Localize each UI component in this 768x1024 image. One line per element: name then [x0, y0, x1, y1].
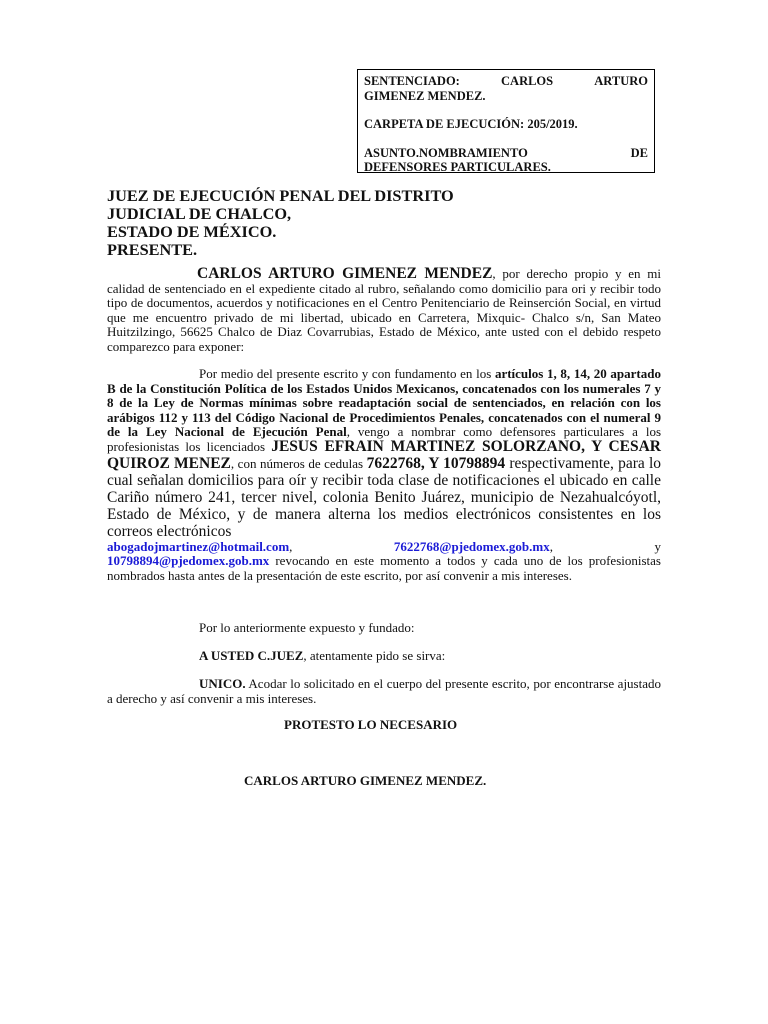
expuesto-line: Por lo anteriormente expuesto y fundado:: [199, 620, 415, 635]
unico-paragraph: [107, 676, 661, 706]
intro-text: , por derecho propio y en mi calidad de sentenciado en el expediente citado al rubro, señalando como domicilio para ori y recibir todo tipo de documentos, acuerdos y notificaciones en el Centro Penitenciario de Reinserción Social, en virtud que me encuentro privado de mi libertad, ubicado en Carretera, Mixquic- Chalco s/n, San Mateo Huitzilzingo, 56625 Chalco de Diaz Covarrubias, Estado de México, ante usted con el debido respeto comparezco para exponer:: [107, 266, 662, 354]
carpeta-line: CARPETA DE EJECUCIÓN: 205/2019.: [364, 117, 578, 131]
sentenciado-name-first: CARLOS: [501, 74, 554, 88]
main-text-3: , con números de cedulas: [230, 455, 367, 471]
main-paragraph: [107, 367, 661, 583]
main-text-4: respectivamente, para lo cual señalan domicilios para oír y recibir toda clase de notificaciones el ubicado en calle Cariño número 241, tercer nivel, colonia Benito Juárez, municipio de Nezahualcóyotl, Estado de México, y de manera alterna los medios electrónicos consistentes en los correos electrónicos: [107, 454, 661, 540]
protesto-line: PROTESTO LO NECESARIO: [284, 717, 458, 732]
addressee-line-3: ESTADO DE MÉXICO.: [107, 222, 277, 241]
sentenciado-name-second: ARTURO: [594, 74, 648, 88]
peticion-line: [199, 648, 445, 663]
asunto-line: [364, 146, 648, 161]
email-link-1[interactable]: abogadojmartinez@hotmail.com: [107, 538, 290, 554]
legal-articles: artículos 1, 8, 14, 20 apartado B de la Constitución Política de los Estados Unidos Mexicanos, concatenados con los numerales 7 y 8 de la Ley de Normas mínimas sobre readaptación social de sentenciados, en relación con los arábigos 112 y 113 del Código Nacional de Procedimientos Penales, concatenados con el numeral 9 de la Ley Nacional de Ejecución Penal: [107, 366, 661, 440]
case-header-box: [357, 69, 655, 173]
addressee-line-2: JUDICIAL DE CHALCO,: [107, 204, 292, 223]
unico-bold: UNICO.: [199, 676, 246, 691]
sentenciado-line: [364, 74, 648, 89]
main-closing: [107, 554, 661, 583]
main-text-2: , vengo a nombrar como defensores particulares a los profesionistas los licenciados: [107, 424, 661, 454]
email-link-3[interactable]: 10798894@pjedomex.gob.mx: [107, 553, 270, 569]
asunto-label: ASUNTO.NOMBRAMIENTO: [364, 145, 528, 160]
peticion-bold: A USTED C.JUEZ: [199, 648, 304, 663]
cedula-numbers: 7622768, Y 10798894: [366, 454, 506, 472]
asunto-line-2: DEFENSORES PARTICULARES.: [364, 160, 551, 174]
main-text-1: Por medio del presente escrito y con fundamento en los: [199, 366, 495, 381]
main-text-5: revocando en este momento a todos y cada uno de los profesionistas nombrados hasta antes de la presentación de este escrito, por así convenir a mis intereses.: [107, 553, 661, 583]
email-conjunction: y: [654, 538, 661, 554]
email-separator-1: ,: [289, 538, 293, 554]
email-link-2[interactable]: 7622768@pjedomex.gob.mx: [393, 538, 550, 554]
peticion-text: , atentamente pido se sirva:: [303, 648, 446, 663]
sentenciado-surname: GIMENEZ MENDEZ.: [364, 88, 486, 103]
addressee-line-4: PRESENTE.: [107, 240, 198, 259]
email-line: [107, 540, 661, 555]
intro-paragraph: [107, 267, 661, 355]
addressee-block: [107, 187, 454, 259]
asunto-de: DE: [630, 145, 648, 160]
signature-name: CARLOS ARTURO GIMENEZ MENDEZ.: [244, 773, 487, 788]
email-separator-2: ,: [549, 538, 553, 554]
unico-text: Acodar lo solicitado en el cuerpo del presente escrito, por encontrarse ajustado a derecho y así convenir a mis intereses.: [107, 676, 661, 706]
defender-names: JESUS EFRAIN MARTINEZ SOLORZANO, Y CESAR QUIROZ MENEZ: [107, 437, 661, 472]
addressee-line-1: JUEZ DE EJECUCIÓN PENAL DEL DISTRITO: [107, 186, 454, 205]
sentenciado-label: SENTENCIADO:: [364, 74, 460, 88]
petitioner-name: CARLOS ARTURO GIMENEZ MENDEZ: [197, 265, 493, 282]
